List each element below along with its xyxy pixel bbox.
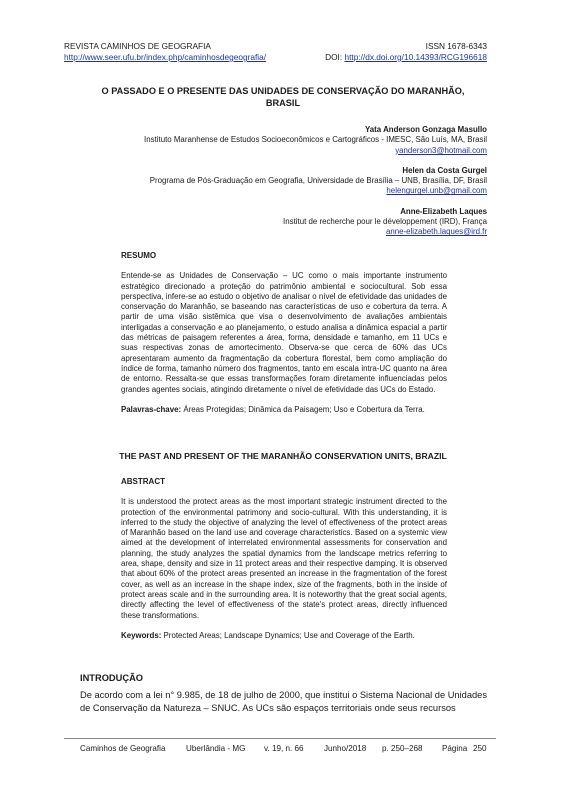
keywords-label: Palavras-chave: [121, 404, 182, 414]
footer-divider [64, 738, 496, 739]
resumo-text: Entende-se as Unidades de Conservação – UC como o mais importante instrumento estratégico direcionado a proteção do patrimônio ambiental e sociocultural. Sob essa perspectiva, infere-se ao estudo o objetivo de analisar o nível de efetividade das unidades de conservação do Maranhão, se baseando nas características de uso e cobertura da terra. A partir de uma visão sistêmica que visa o desenvolvimento de avaliações ambientais interligadas a conservação e ao planejamento, o estudo analisa a dinâmica espacial a partir das métricas de paisagem referentes a área, forma, densidade e tamanho, em 11 UCs e suas respectivas zonas de amortecimento. Observa-se que cerca de 60% das UCs apresentaram aumento da fragmentação da cobertura florestal, bem como ampliação do índice de forma, tamanho número dos fragmentos, tanto em escala intra-UC quanto na área de entorno. Ressalta-se que essas transformações foram diretamente influenciadas pelos grandes agentes sociais, atingindo diretamente o nível de efetividade das UCs do Estado. [121, 271, 447, 394]
doi-label: DOI: [325, 52, 343, 62]
author-entry [67, 125, 487, 156]
footer-pages: p. 250–268 [382, 744, 423, 753]
english-title: THE PAST AND PRESENT OF THE MARANHÃO CONSERVATION UNITS, BRAZIL [119, 451, 447, 461]
author-affiliation: Instituto Maranhense de Estudos Socioeconômicos e Cartográficos - IMESC, São Luís, MA, Brasil [144, 135, 487, 145]
author-block [67, 125, 487, 248]
intro-text: De acordo com a lei n° 9.985, de 18 de julho de 2000, que institui o Sistema Nacional de Unidades de Conservação da Natureza – SNUC. As UCs são espaços territoriais onde seus recursos [80, 690, 487, 713]
author-email-link[interactable]: helengurgel.unb@gmail.com [386, 186, 487, 196]
journal-name: REVISTA CAMINHOS DE GEOGRAFIA [64, 41, 211, 51]
abstract-section [121, 477, 447, 641]
keywords-text: Protected Areas; Landscape Dynamics; Use and Coverage of the Earth. [163, 630, 415, 640]
author-email-link[interactable]: yanderson3@hotmail.com [395, 145, 487, 155]
resumo-section [121, 251, 447, 415]
footer-city: Uberlândia - MG [186, 744, 246, 753]
author-entry [67, 207, 487, 238]
footer-volume: v. 19, n. 66 [264, 744, 304, 753]
keywords-text: Áreas Protegidas; Dinâmica da Paisagem; Uso e Cobertura da Terra. [183, 404, 425, 414]
footer-page-number: 250 [473, 744, 487, 753]
author-name: Anne-Elizabeth Laques [400, 206, 487, 216]
resumo-heading: RESUMO [121, 251, 157, 260]
footer-page-label: Página [442, 744, 468, 753]
author-affiliation: Institut de recherche pour le développement (IRD), França [283, 217, 487, 227]
author-name: Yata Anderson Gonzaga Masullo [364, 125, 487, 134]
issn-doi-header [325, 41, 487, 63]
resumo-keywords [121, 405, 447, 415]
doi-link[interactable]: http://dx.doi.org/10.14393/RCG196618 [344, 52, 487, 62]
abstract-text: It is understood the protect areas as the most important strategic instrument directed to the protection of the environmental patrimony and socio-cultural. With this understanding, it is inferred to the study the objective of analyzing the level of effectiveness of the protect areas of Maranhão based on the land use and coverage characteristics. Based on a systemic view aimed at the development of interrelated environmental assessments for conservation and planning, the study analyzes the spatial dynamics from the landscape metrics referring to area, shape, density and size in 11 protect areas and their respective damping. It is observed that about 60% of the protect areas presented an increase in the fragmentation of the forest cover, as well as an increase in the shape index, size of the fragments, both in the inside of protect areas scale and in the surrounding area. It is noteworthy that the great social agents, directly affecting the level of effectiveness of the state's protect areas, directly influenced these transformations. [121, 497, 447, 620]
intro-heading: INTRODUÇÃO [80, 673, 144, 683]
author-name: Helen da Costa Gurgel [402, 165, 487, 175]
abstract-keywords [121, 631, 447, 641]
author-affiliation: Programa de Pós-Graduação em Geografia, Universidade de Brasília – UNB, Brasília, DF, Brasil [149, 176, 487, 186]
paper-title: O PASSADO E O PRESENTE DAS UNIDADES DE CONSERVAÇÃO DO MARANHÃO, BRASIL [101, 86, 465, 108]
author-email-link[interactable]: anne-elizabeth.laques@ird.fr [385, 227, 487, 237]
abstract-heading: ABSTRACT [121, 477, 165, 486]
author-entry [67, 166, 487, 197]
footer-journal: Caminhos de Geografia [80, 744, 166, 753]
journal-header [64, 41, 266, 63]
issn: ISSN 1678-6343 [425, 41, 487, 51]
footer-date: Junho/2018 [324, 744, 367, 753]
journal-url-link[interactable]: http://www.seer.ufu.br/index.php/caminhosdegeografia/ [64, 52, 267, 62]
keywords-label: Keywords: [121, 630, 162, 640]
